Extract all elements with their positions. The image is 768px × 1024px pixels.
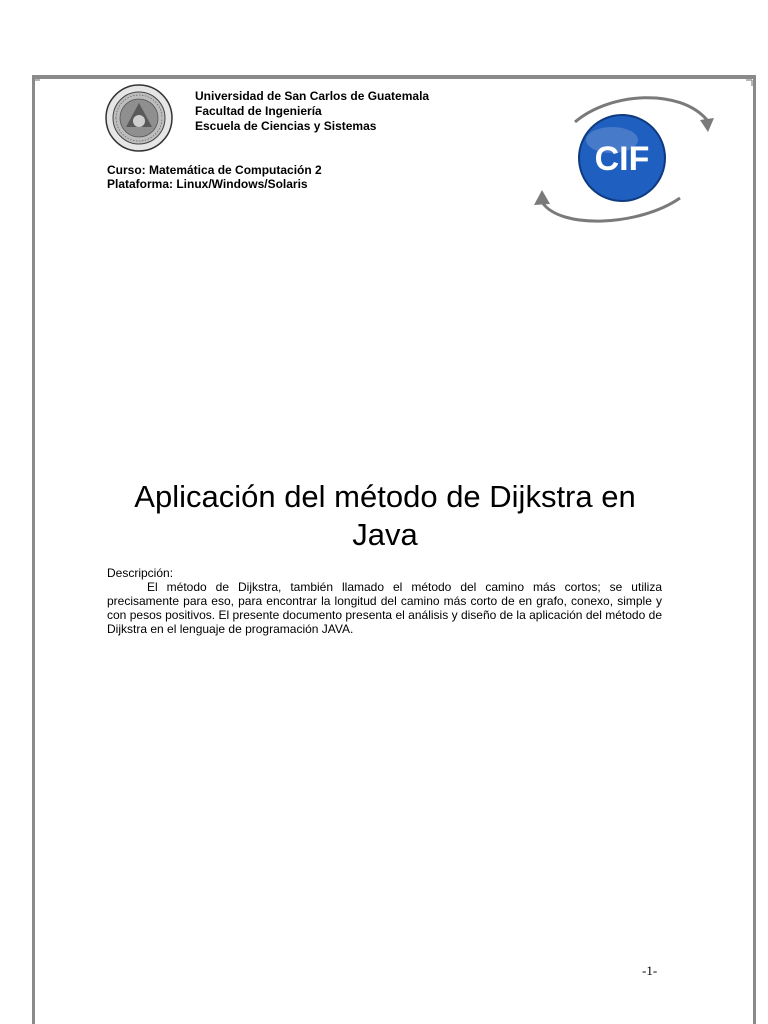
description-body: El método de Dijkstra, también llamado el método del camino más cortos; se utiliza precisamente para eso, para encontrar la longitud del camino más corto de en grafo, conexo, simple y con pesos positivos. El presente documento presenta el análisis y diseño de la aplicación del método de Dijkstra en el lenguaje de programación JAVA. bbox=[107, 580, 662, 636]
corner-mark-right bbox=[745, 79, 753, 87]
faculty-name: Facultad de Ingeniería bbox=[195, 104, 322, 118]
document-title: Aplicación del método de Dijkstra en Java bbox=[134, 479, 636, 552]
school-name: Escuela de Ciencias y Sistemas bbox=[195, 119, 377, 133]
description-section bbox=[107, 566, 662, 636]
page-number: -1- bbox=[642, 963, 658, 978]
description-label: Descripción: bbox=[107, 566, 174, 580]
university-name: Universidad de San Carlos de Guatemala bbox=[195, 89, 430, 103]
course-line: Curso: Matemática de Computación 2 bbox=[107, 163, 322, 177]
course-info bbox=[107, 163, 322, 191]
cif-logo-text: CIF bbox=[594, 140, 650, 178]
cif-logo-icon bbox=[530, 90, 720, 230]
university-seal-icon bbox=[104, 83, 174, 153]
platform-line: Plataforma: Linux/Windows/Solaris bbox=[107, 177, 308, 191]
institution-header bbox=[195, 89, 429, 134]
corner-mark-left bbox=[33, 79, 41, 87]
